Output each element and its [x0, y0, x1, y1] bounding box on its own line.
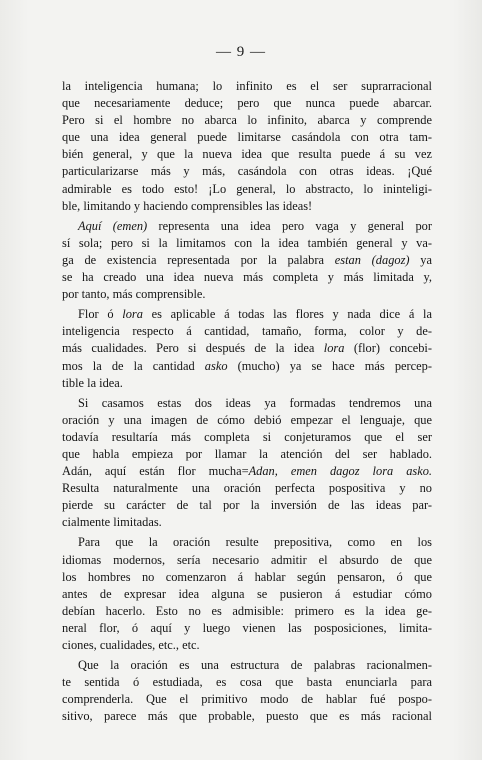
- text-line: debían hacerlo. Esto no es admisible: primero es la idea ge-: [62, 603, 432, 618]
- paragraph: [62, 306, 432, 391]
- text-line: que una idea general puede limitarse casándola con otra tam-: [62, 130, 432, 145]
- text-line: ciones, cualidades, etc., etc.: [62, 638, 200, 652]
- text-line: la inteligencia humana; lo infinito es el ser suprarracional: [62, 79, 432, 93]
- text-line: ga de existencia representada por la palabra estan (dagoz) ya: [62, 252, 433, 267]
- text-line: tible la idea.: [62, 375, 123, 390]
- text-line: más cualidades. Pero si después de la idea lora (flor) concebi-: [62, 341, 432, 356]
- text-line: particularizarse más y más, casándola con otras ideas. ¡Qué: [62, 164, 432, 179]
- text-line: Resulta naturalmente una oración perfecta pospositiva y no: [62, 481, 432, 496]
- text-line: Que la oración es una estructura de palabras racionalmen-: [78, 658, 432, 673]
- text-line: los hombres no comenzaron á hablar según pensaron, ó que: [62, 569, 432, 584]
- text-line: admirable es todo esto! ¡Lo general, lo abstracto, lo ininteligi-: [62, 181, 432, 196]
- body-text: [62, 78, 432, 728]
- text-line: idiomas modernos, sería necesario admitir el absurdo de que: [62, 552, 432, 567]
- text-line: que necesariamente deduce; pero que nunca puede abarcar.: [62, 96, 432, 111]
- text-line: cialmente limitadas.: [62, 515, 162, 530]
- text-line: comprenderla. Que el primitivo modo de hablar fué pospo-: [62, 692, 432, 707]
- text-line: Adán, aquí están flor mucha=Adan, emen dagoz lora asko.: [62, 464, 433, 479]
- text-line: Pero si el hombre no abarca lo infinito, abarca y comprende: [62, 113, 432, 128]
- paragraph: [62, 78, 432, 215]
- text-line: que habla empieza por llamar la atención del ser hablado.: [62, 446, 432, 461]
- text-line: antes de expresar idea alguna se pusieron á estudiar cómo: [62, 586, 432, 601]
- text-line: pierde su carácter de tal por la inversión de las ideas par-: [62, 498, 432, 513]
- text-line: inteligencia respecto á cantidad, tamaño, forma, color y de-: [62, 324, 432, 339]
- text-line: todavía resultaría más completa si conjeturamos que el ser: [62, 429, 432, 444]
- paragraph: [62, 534, 432, 654]
- paragraph: [62, 395, 432, 532]
- text-line: te sentida ó estudiada, es cosa que basta enunciarla para: [62, 675, 432, 690]
- text-line: Flor ó lora es aplicable á todas las flores y nada dice á la: [78, 307, 433, 322]
- paragraph: [62, 218, 432, 303]
- text-line: sí sola; pero si la limitamos con la idea también general y va-: [62, 235, 432, 250]
- text-line: Para que la oración resulte prepositiva, como en los: [78, 535, 432, 550]
- text-line: sitivo, parece más que probable, puesto que es más racional: [62, 709, 432, 724]
- text-line: mos la de la cantidad asko (mucho) ya se hace más percep-: [62, 358, 432, 373]
- page-number: — 9 —: [216, 44, 266, 60]
- text-line: Aquí (emen) representa una idea pero vaga y general por: [78, 218, 432, 233]
- text-line: bién general, y que la nueva idea que resulta puede á su vez: [62, 147, 432, 162]
- text-line: oración y una imagen de cómo debió empezar el lenguaje, que: [62, 412, 432, 427]
- text-line: ble, limitando y haciendo comprensibles las ideas!: [62, 198, 313, 213]
- text-line: neral flor, ó aquí y luego vienen las posposiciones, limita-: [62, 620, 432, 635]
- paragraph: [62, 657, 432, 725]
- text-line: se ha creado una idea nueva más completa y más limitada y,: [62, 270, 432, 285]
- text-line: por tanto, más comprensible.: [62, 287, 206, 302]
- text-line: Si casamos estas dos ideas ya formadas tendremos una: [78, 395, 432, 410]
